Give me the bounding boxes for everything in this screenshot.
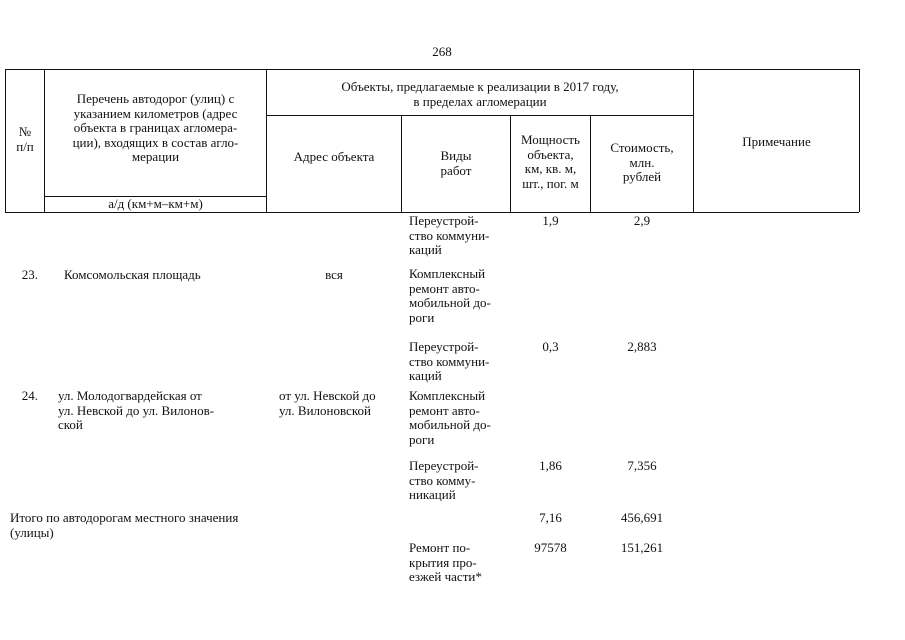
header-work-type: Виды работ <box>440 148 472 178</box>
header-num: № п/п <box>16 124 34 154</box>
work-type-cell: Переустрой- ство коммуни- каций <box>409 339 490 384</box>
capacity-cell: 97578 <box>534 540 567 555</box>
header-objects-group: Объекты, предлагаемые к реализации в 2017 году, в пределах агломерации <box>341 79 619 109</box>
address-cell: вся <box>325 267 343 282</box>
road-name-cell: Комсомольская площадь <box>64 267 201 282</box>
road-name-cell: ул. Молодогвардейская от ул. Невской до ул. Вилонов- ской <box>58 388 215 433</box>
work-type-cell: Переустрой- ство комму- никаций <box>409 458 479 503</box>
cost-cell: 151,261 <box>620 540 664 555</box>
header-address: Адрес объекта <box>293 149 375 164</box>
work-type-cell: Комплексный ремонт авто- мобильной до- роги <box>409 388 491 447</box>
header-note: Примечание <box>742 134 811 149</box>
capacity-cell: 0,3 <box>542 339 559 354</box>
capacity-cell: 1,9 <box>542 213 559 228</box>
row-num-cell: 23. <box>21 267 38 282</box>
row-num-cell: 24. <box>21 388 38 403</box>
total-cost: 456,691 <box>620 510 664 525</box>
address-cell: от ул. Невской до ул. Вилоновской <box>279 388 376 418</box>
work-type-cell: Комплексный ремонт авто- мобильной до- роги <box>409 266 491 325</box>
page-number: 268 <box>432 44 452 59</box>
work-type-cell: Переустрой- ство коммуни- каций <box>409 213 490 258</box>
total-label: Итого по автодорогам местного значения (улицы) <box>10 510 239 540</box>
cost-cell: 2,883 <box>627 339 657 354</box>
work-type-cell: Ремонт по- крытия про- езжей части* <box>409 540 482 585</box>
capacity-cell: 1,86 <box>539 458 562 473</box>
header-road-sub: а/д (км+м–км+м) <box>108 196 203 211</box>
header-cost: Стоимость, млн. рублей <box>610 140 674 185</box>
total-capacity: 7,16 <box>539 510 562 525</box>
cost-cell: 7,356 <box>627 458 657 473</box>
header-capacity: Мощность объекта, км, кв. м, шт., пог. м <box>521 132 580 191</box>
header-road-list: Перечень автодорог (улиц) с указанием километров (адрес объекта в границах агломера- ции), входящих в состав агло- мерации <box>72 91 239 165</box>
cost-cell: 2,9 <box>633 213 651 228</box>
